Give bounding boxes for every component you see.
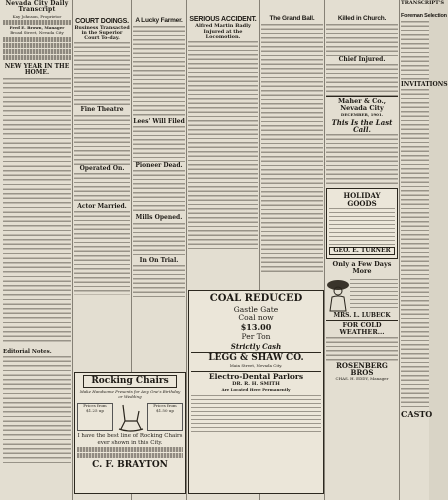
hat-illustration-row [326,276,398,312]
legg-shaw-name: LEGG & SHAW CO. [208,352,304,363]
maher-body [326,134,398,186]
text-block [3,55,71,60]
coal-terms: Strictly Cash [230,341,282,351]
court-headline: COURT DOINGS. [75,18,129,25]
partial-caston: CASTO [401,409,433,420]
trial-heading: In On Trial. [139,256,179,264]
fine-theatre-heading: Fine Theatre [80,106,124,114]
pioneer-body [133,170,185,214]
court-body [74,42,130,106]
coal-price: $13.00 [240,322,272,333]
accident-body [188,41,258,249]
chief-body [326,64,398,96]
rosenberg-name: ROSENBERG BROS [336,360,388,378]
column-rule [399,0,400,500]
partial-body [401,89,429,409]
cold-body [326,337,398,361]
rocking-chairs-heading: Rocking Chairs [83,375,177,388]
masthead-title: Nevada City Daily Transcript [5,0,69,14]
column-rule [324,0,325,500]
accident-subhead: Alfred Martin Badly Injured at the Locomotion. [195,23,251,40]
mills-heading: Mills Opened. [135,214,183,222]
lees-will-heading: Lees' Will Filed [133,117,185,125]
partial-masthead: TRANSCRIPT'S [401,0,445,6]
column-rule [72,0,73,500]
dental-note: Are Located Here Permanently [221,387,291,393]
holiday-goods-ad [326,188,398,259]
text-block [3,43,71,48]
masthead-manager: Fred E. Brown, Manager [9,25,65,31]
grand-ball-headline: The Grand Ball. [269,15,315,22]
editorial-body [3,356,71,466]
masthead-address: Broad Street, Nevada City [10,30,64,36]
trial-body [133,265,185,299]
ad-text: I have the best line of Rocking Chairs ever shown in this City. [77,433,183,446]
few-days-heading: Only a Few Days More [332,260,392,276]
turner-name: GEO. E. TURNER [329,247,395,255]
holiday-body [329,208,395,246]
operated-heading: Operated On. [79,164,125,172]
pioneer-heading: Pioneer Dead. [135,162,183,170]
column-7 [401,0,448,500]
ad-price-left: Prices from $1.25 up [77,403,113,431]
brayton-name: C. F. BRAYTON [92,460,168,471]
ball-body [261,24,323,272]
column-3 [133,0,185,500]
maher-date: DECEMBER, 1901. [340,111,384,117]
dental-doctor: DR. R. H. SMITH [232,380,280,387]
mills-body [133,223,185,257]
coal-unit: Per Ton [241,331,271,341]
column-6 [326,0,398,500]
killed-church-headline: Killed in Church. [337,15,387,22]
hat-ad-body [350,279,398,309]
rosenberg-manager: CHAS. H. EDDY, Manager [335,376,389,382]
lubeck-name: MRS. L. LUBECK [333,311,391,319]
new-year-headline: NEW YEAR IN THE HOME. [4,62,70,77]
column-5 [261,0,323,500]
maher-tagline: This Is the Last Call. [331,117,393,134]
holiday-goods-heading: HOLIDAY GOODS [343,191,381,208]
text-block [3,37,71,42]
coal-line-2: Coal now [238,313,274,323]
column-1 [3,0,71,500]
court-subhead: Business Transacted in the Superior Court To-day. [74,25,130,42]
maher-heading: Maher & Co., Nevada City [337,97,386,112]
cold-weather-heading: FOR COLD WEATHER... [339,321,385,336]
dental-heading: Electro-Dental Parlors [208,372,304,382]
lucky-farmer-headline: A Lucky Farmer. [135,17,183,24]
partial-invitations: INVITATIONS [401,81,448,89]
legg-address: Main Street, Nevada City. [229,363,283,369]
coal-line-1: Gastle Gate [233,304,279,314]
foreman-headline: Foreman Selection [401,13,447,20]
operated-body [74,173,130,203]
ad-price-right: Prices from $1.50 up [147,403,183,431]
partial-body [401,21,429,81]
article-body [3,78,71,344]
column-rule [186,0,187,500]
killed-body [326,24,398,56]
serious-accident-headline: SERIOUS ACCIDENT. [189,16,257,23]
lees-body [133,126,185,162]
editorial-notes-heading: Editorial Notes. [3,348,52,355]
chief-injured-heading: Chief Injured. [338,55,386,63]
actor-heading: Actor Married. [77,203,127,211]
text-block [3,49,71,54]
hat-lady-icon [326,277,350,311]
masthead-rule [3,20,71,25]
actor-body [74,211,130,295]
fine-body [74,115,130,165]
ad-tagline: Make Handsome Presents for Any One's Birthday or Wedding [79,389,181,400]
coal-reduced-heading: COAL REDUCED [209,293,303,304]
farmer-body [133,26,185,118]
masthead-proprietor: Kay Johnson, Proprietor [12,13,62,19]
